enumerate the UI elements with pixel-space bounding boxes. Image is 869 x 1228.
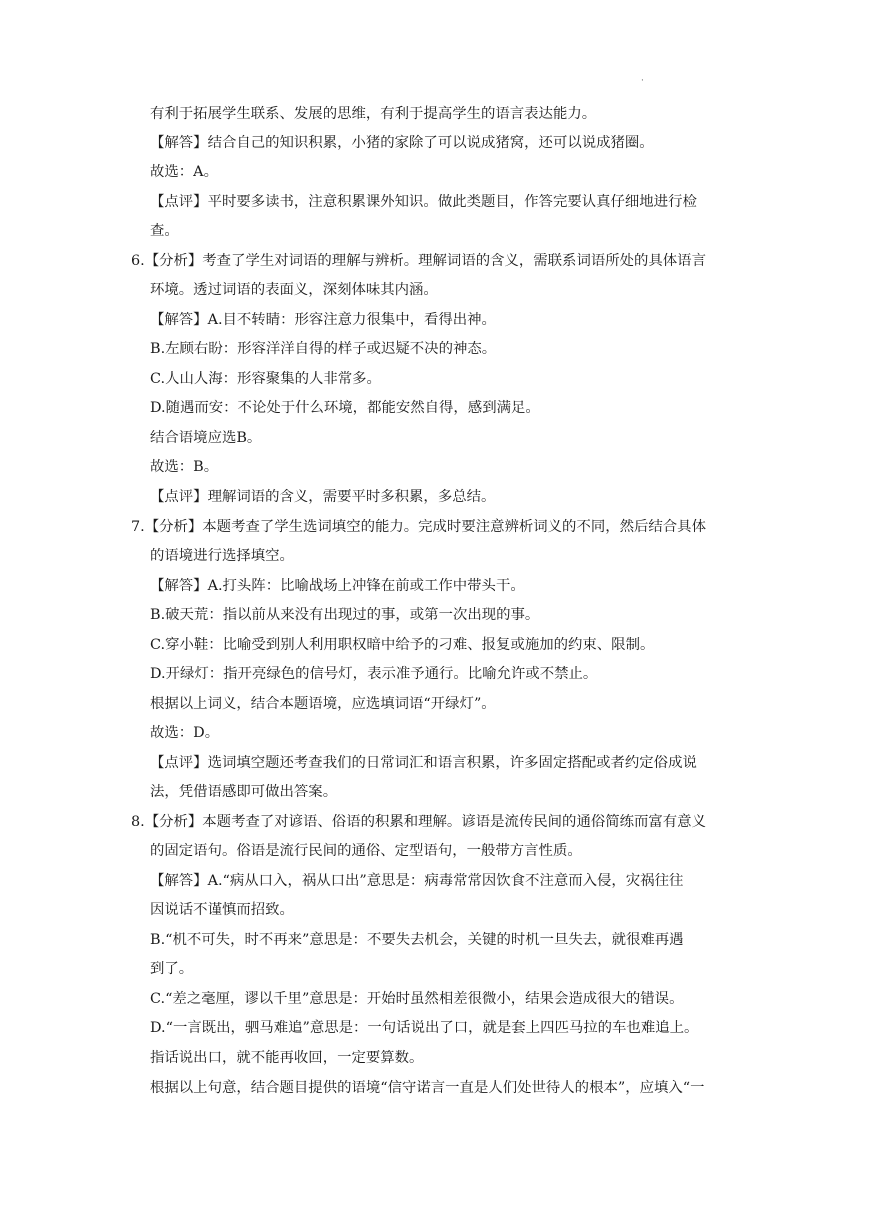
header-mark: · xyxy=(641,76,644,86)
question-8-line: 8.【分析】本题考查了对谚语、俗语的积累和理解。谚语是流传民间的通俗简练而富有意义 xyxy=(131,814,706,830)
text-line: 【点评】平时要多读书，注意积累课外知识。做此类题目，作答完要认真仔细地进行检 xyxy=(150,194,697,210)
text-line: B.“机不可失，时不再来”意思是：不要失去机会，关键的时机一旦失去，就很难再遇 xyxy=(150,932,684,948)
text-line: 根据以上句意，结合题目提供的语境“信守诺言一直是人们处世待人的根本”，应填入“一 xyxy=(150,1080,705,1096)
text-line: 查。 xyxy=(150,223,179,239)
text-line: D.随遇而安：不论处于什么环境，都能安然自得，感到满足。 xyxy=(150,400,540,416)
text-line: B.左顾右盼：形容洋洋自得的样子或迟疑不决的神态。 xyxy=(150,341,497,357)
text-line: 【解答】A.目不转睛：形容注意力很集中，看得出神。 xyxy=(150,312,496,328)
text-line: D.开绿灯：指开亮绿色的信号灯，表示准予通行。比喻允许或不禁止。 xyxy=(150,666,598,682)
text-line: 有利于拓展学生联系、发展的思维，有利于提高学生的语言表达能力。 xyxy=(150,106,597,122)
text-line: B.破天荒：指以前从来没有出现过的事，或第一次出现的事。 xyxy=(150,607,540,623)
text-line: C.人山人海：形容聚集的人非常多。 xyxy=(150,371,381,387)
question-7-line: 7.【分析】本题考查了学生选词填空的能力。完成时要注意辨析词义的不同，然后结合具体 xyxy=(131,519,706,535)
text-line: 的语境进行选择填空。 xyxy=(150,548,294,564)
text-line: 故选：D。 xyxy=(150,725,220,741)
question-6-line: 6.【分析】考查了学生对词语的理解与辨析。理解词语的含义，需联系词语所处的具体语言 xyxy=(131,253,706,269)
text-line: 【解答】A.打头阵：比喻战场上冲锋在前或工作中带头干。 xyxy=(150,578,525,594)
text-line: C.“差之毫厘，谬以千里”意思是：开始时虽然相差很微小，结果会造成很大的错误。 xyxy=(150,991,684,1007)
text-line: 根据以上词义，结合本题语境，应选填词语“开绿灯”。 xyxy=(150,696,496,712)
text-line: C.穿小鞋：比喻受到别人利用职权暗中给予的刁难、报复或施加的约束、限制。 xyxy=(150,637,655,653)
text-line: 结合语境应选B。 xyxy=(150,430,262,446)
text-line: 故选：A。 xyxy=(150,164,218,180)
text-line: 法，凭借语感即可做出答案。 xyxy=(150,784,338,800)
text-line: 【点评】理解词语的含义，需要平时多积累，多总结。 xyxy=(150,489,496,505)
text-line: 【点评】选词填空题还考查我们的日常词汇和语言积累，许多固定搭配或者约定俗成说 xyxy=(150,755,697,771)
text-line: 【解答】A.“病从口入，祸从口出”意思是：病毒常常因饮食不注意而入侵，灾祸往往 xyxy=(150,873,684,889)
text-line: 环境。透过词语的表面义，深刻体味其内涵。 xyxy=(150,282,438,298)
text-line: 的固定语句。俗语是流行民间的通俗、定型语句，一般带方言性质。 xyxy=(150,843,582,859)
text-line: D.“一言既出，驷马难追”意思是：一句话说出了口，就是套上四匹马拉的车也难追上。 xyxy=(150,1020,699,1036)
text-line: 【解答】结合自己的知识积累，小猪的家除了可以说成猪窝，还可以说成猪圈。 xyxy=(150,135,654,151)
text-line: 指话说出口，就不能再收回，一定要算数。 xyxy=(150,1050,424,1066)
text-line: 因说话不谨慎而招致。 xyxy=(150,902,294,918)
text-line: 到了。 xyxy=(150,961,194,977)
text-line: 故选：B。 xyxy=(150,459,219,475)
